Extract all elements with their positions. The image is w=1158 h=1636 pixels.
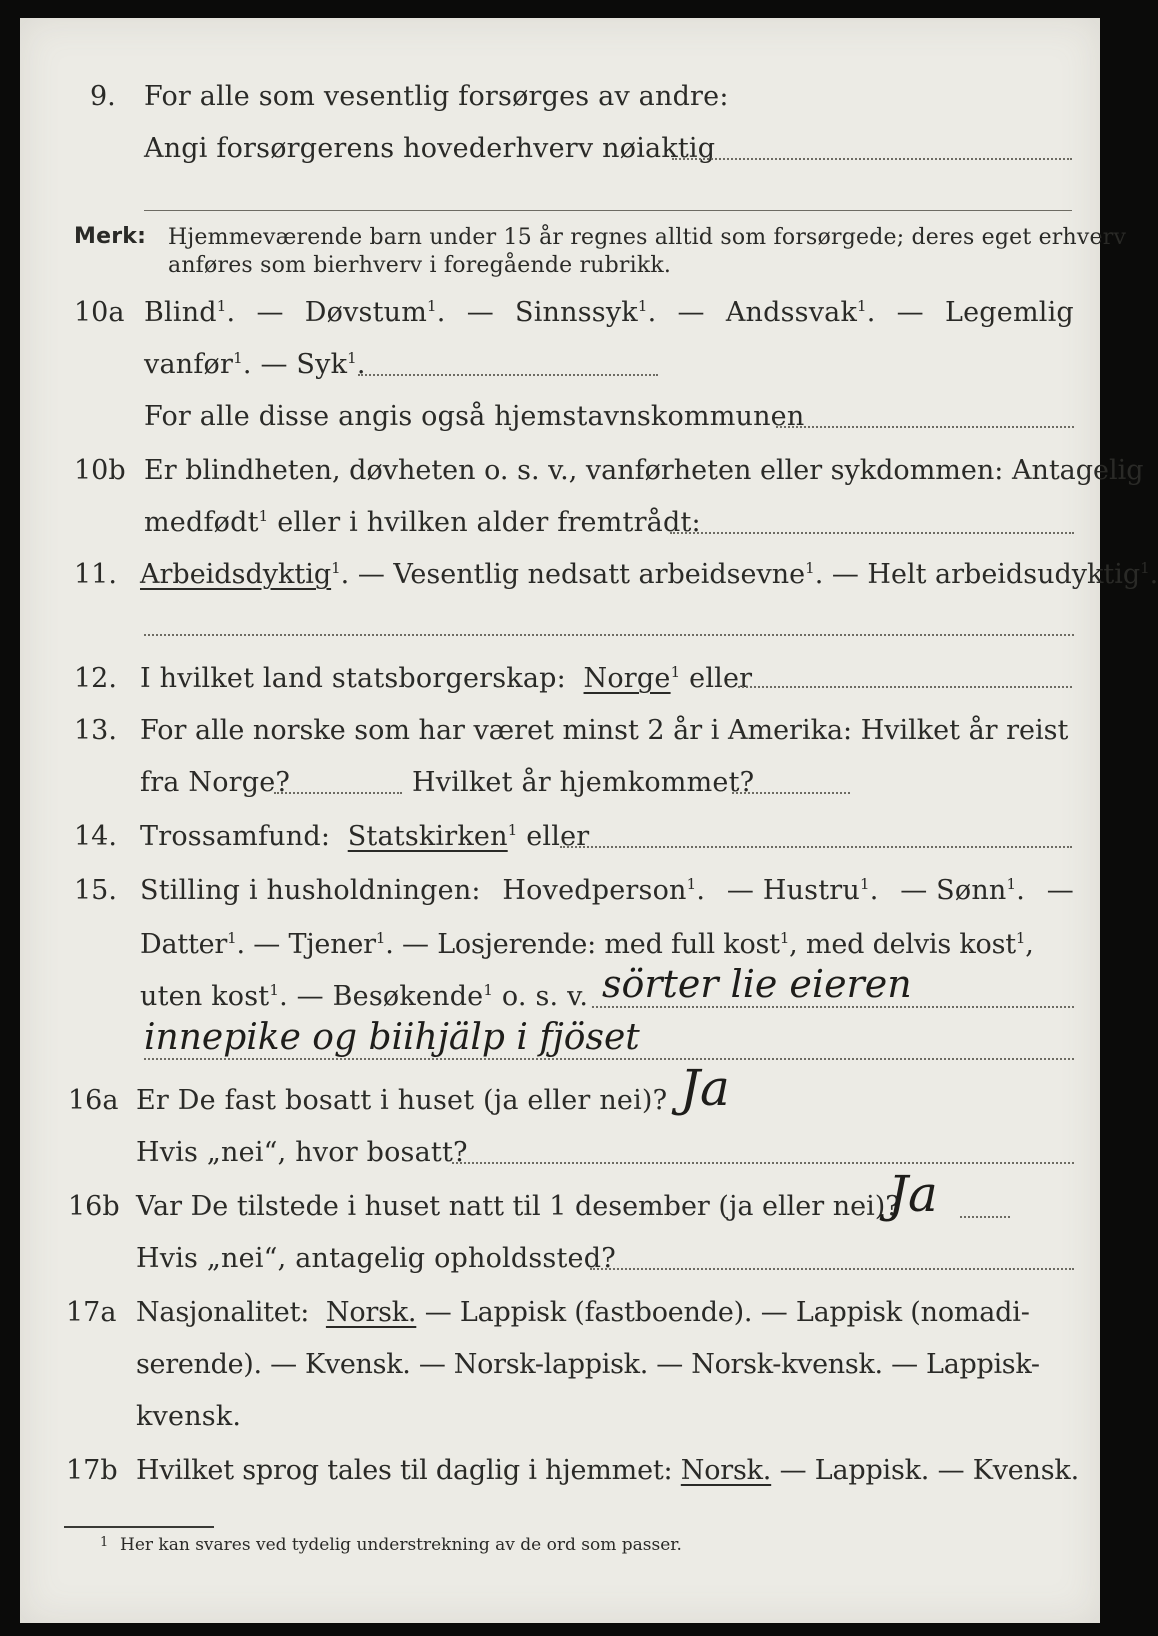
- question-10a-number: 10a: [74, 297, 125, 328]
- option-datter[interactable]: Datter$^1$.: [140, 929, 245, 960]
- option-dovstum[interactable]: Døvstum$^1$.: [304, 297, 446, 328]
- merk-line1: Hjemmeværende barn under 15 år regnes alltid som forsørgede; deres eget erhverv: [168, 225, 1127, 250]
- question-14-number: 14.: [74, 821, 117, 852]
- question-17b-number: 17b: [66, 1455, 118, 1486]
- question-10b-line1: Er blindheten, døvheten o. s. v., vanførheten eller sykdommen: Antagelig: [144, 455, 1144, 486]
- answer-line-13-hjemkommet[interactable]: [732, 792, 850, 794]
- answer-line-16b[interactable]: [590, 1268, 1074, 1270]
- answer-line-16b-end[interactable]: [960, 1216, 1010, 1218]
- handwritten-answer-16b: Ja: [888, 1165, 938, 1223]
- answer-line-15b[interactable]: [144, 1058, 1074, 1060]
- question-12-number: 12.: [74, 663, 117, 694]
- question-10a-options: [144, 296, 1074, 330]
- option-hustru[interactable]: — Hustru$^1$.: [726, 875, 879, 906]
- option-losjerende-delvis[interactable]: , med delvis kost$^1$,: [789, 929, 1034, 960]
- question-9-number: 9.: [90, 81, 116, 112]
- question-9-line2: Angi forsørgerens hovederhverv nøiaktig: [144, 133, 716, 164]
- answer-norsk-sprog[interactable]: Norsk.: [680, 1455, 772, 1486]
- dash: —: [256, 297, 284, 328]
- answer-statskirken[interactable]: Statskirken: [347, 821, 508, 852]
- question-16b-line1: Var De tilstede i huset natt til 1 desember (ja eller nei)?: [136, 1191, 900, 1222]
- footnote-text: Her kan svares ved tydelig understrekning av de ord som passer.: [120, 1535, 682, 1555]
- dash: —: [466, 297, 494, 328]
- question-16a-number: 16a: [68, 1085, 119, 1116]
- option-losjerende-full[interactable]: — Losjerende: med full kost$^1$: [402, 929, 790, 960]
- question-13-number: 13.: [74, 715, 117, 746]
- question-17a-line2: serende). — Kvensk. — Norsk-lappisk. — Norsk-kvensk. — Lappisk-: [136, 1349, 1040, 1380]
- option-legemlig[interactable]: Legemlig: [944, 297, 1074, 328]
- answer-line-10a[interactable]: [358, 374, 658, 376]
- option-uten-kost[interactable]: uten kost$^1$.: [140, 981, 288, 1012]
- answer-line-16a[interactable]: [452, 1162, 1074, 1164]
- footnote-mark: 1: [100, 1535, 109, 1550]
- answer-line-13-reist[interactable]: [274, 792, 402, 794]
- question-15-line1: Stilling i husholdningen: Hovedperson$^1$. — Hustru$^1$. — Sønn$^1$. —: [140, 875, 1074, 906]
- answer-line-14[interactable]: [560, 846, 1072, 848]
- dash: —: [896, 297, 924, 328]
- handwritten-answer-15-line2: innepike og biihjälp i fjöset: [144, 1017, 640, 1058]
- question-13-line1: For alle norske som har været minst 2 år i Amerika: Hvilket år reist: [140, 715, 1069, 746]
- question-13-line2a: fra Norge?: [140, 767, 291, 798]
- question-10b-number: 10b: [74, 455, 126, 486]
- question-17a-number: 17a: [66, 1297, 117, 1328]
- option-vanfor[interactable]: vanfør$^1$.: [144, 349, 252, 380]
- question-15-line2: [140, 928, 1034, 962]
- answer-line-10b[interactable]: [670, 532, 1074, 534]
- answer-line-10a-kommune[interactable]: [776, 426, 1074, 428]
- option-sonn[interactable]: — Sønn$^1$.: [900, 875, 1026, 906]
- question-10a-line3: For alle disse angis også hjemstavnskommunen: [144, 401, 805, 432]
- answer-norge[interactable]: Norge: [583, 663, 671, 694]
- merk-line2: anføres som bierhverv i foregående rubrikk.: [168, 253, 672, 278]
- dash: —: [677, 297, 705, 328]
- option-sinnssyk[interactable]: Sinnssyk$^1$.: [515, 297, 657, 328]
- question-14-line: Trossamfund: Statskirken$^1$ eller: [140, 821, 590, 852]
- option-tjener[interactable]: — Tjener$^1$.: [253, 929, 394, 960]
- question-16b-number: 16b: [68, 1191, 120, 1222]
- option-andssvak[interactable]: Andssvak$^1$.: [725, 297, 876, 328]
- option-udyktig[interactable]: . — Helt arbeidsudyktig: [814, 559, 1141, 590]
- option-besokende[interactable]: — Besøkende$^1$: [296, 981, 494, 1012]
- question-17b-line: Hvilket sprog tales til daglig i hjemmet: Norsk. — Lappisk. — Kvensk.: [136, 1455, 1079, 1486]
- handwritten-answer-15-line1: sörter lie eieren: [602, 962, 912, 1006]
- option-arbeidsdyktig[interactable]: Arbeidsdyktig: [140, 559, 332, 590]
- answer-line-12[interactable]: [738, 686, 1072, 688]
- question-11-number: 11.: [74, 559, 117, 590]
- question-12-line: I hvilket land statsborgerskap: Norge$^1$ eller: [140, 663, 753, 694]
- question-16a-line1: Er De fast bosatt i huset (ja eller nei)?: [136, 1085, 668, 1116]
- question-13-line2b: Hvilket år hjemkommet?: [412, 767, 755, 798]
- answer-line-9b[interactable]: [144, 210, 1072, 211]
- question-9-line1: For alle som vesentlig forsørges av andre:: [144, 81, 729, 112]
- question-16a-line2: Hvis „nei“, hvor bosatt?: [136, 1137, 468, 1168]
- question-10b-line2: medfødt$^1$ eller i hvilken alder fremtrådt:: [144, 507, 701, 538]
- handwritten-answer-16a: Ja: [680, 1059, 730, 1117]
- question-17a-line3: kvensk.: [136, 1401, 242, 1432]
- option-nedsatt[interactable]: . — Vesentlig nedsatt arbeidsevne: [340, 559, 806, 590]
- answer-norsk-nasjonalitet[interactable]: Norsk.: [325, 1297, 417, 1328]
- option-syk[interactable]: — Syk$^1$.: [260, 349, 366, 380]
- question-11-options: Arbeidsdyktig$^1$. — Vesentlig nedsatt arbeidsevne$^1$. — Helt arbeidsudyktig$^1$.: [140, 559, 1158, 590]
- question-15-line3: uten kost$^1$. — Besøkende$^1$ o. s. v.: [140, 981, 589, 1012]
- question-10a-line2: [144, 348, 366, 382]
- census-form-page: [20, 18, 1158, 1623]
- option-hovedperson[interactable]: Hovedperson$^1$.: [502, 875, 706, 906]
- question-15-number: 15.: [74, 875, 117, 906]
- question-17a-line1: Nasjonalitet: Norsk. — Lappisk (fastboende). — Lappisk (nomadi-: [136, 1297, 1030, 1328]
- option-blind[interactable]: Blind$^1$.: [144, 297, 236, 328]
- merk-label: Merk:: [74, 224, 147, 249]
- answer-line-11[interactable]: [144, 634, 1074, 636]
- footnote-rule: [64, 1526, 214, 1528]
- answer-line-15[interactable]: [592, 1006, 1074, 1008]
- answer-line-9[interactable]: [672, 158, 1072, 160]
- question-16b-line2: Hvis „nei“, antagelig opholdssted?: [136, 1243, 616, 1274]
